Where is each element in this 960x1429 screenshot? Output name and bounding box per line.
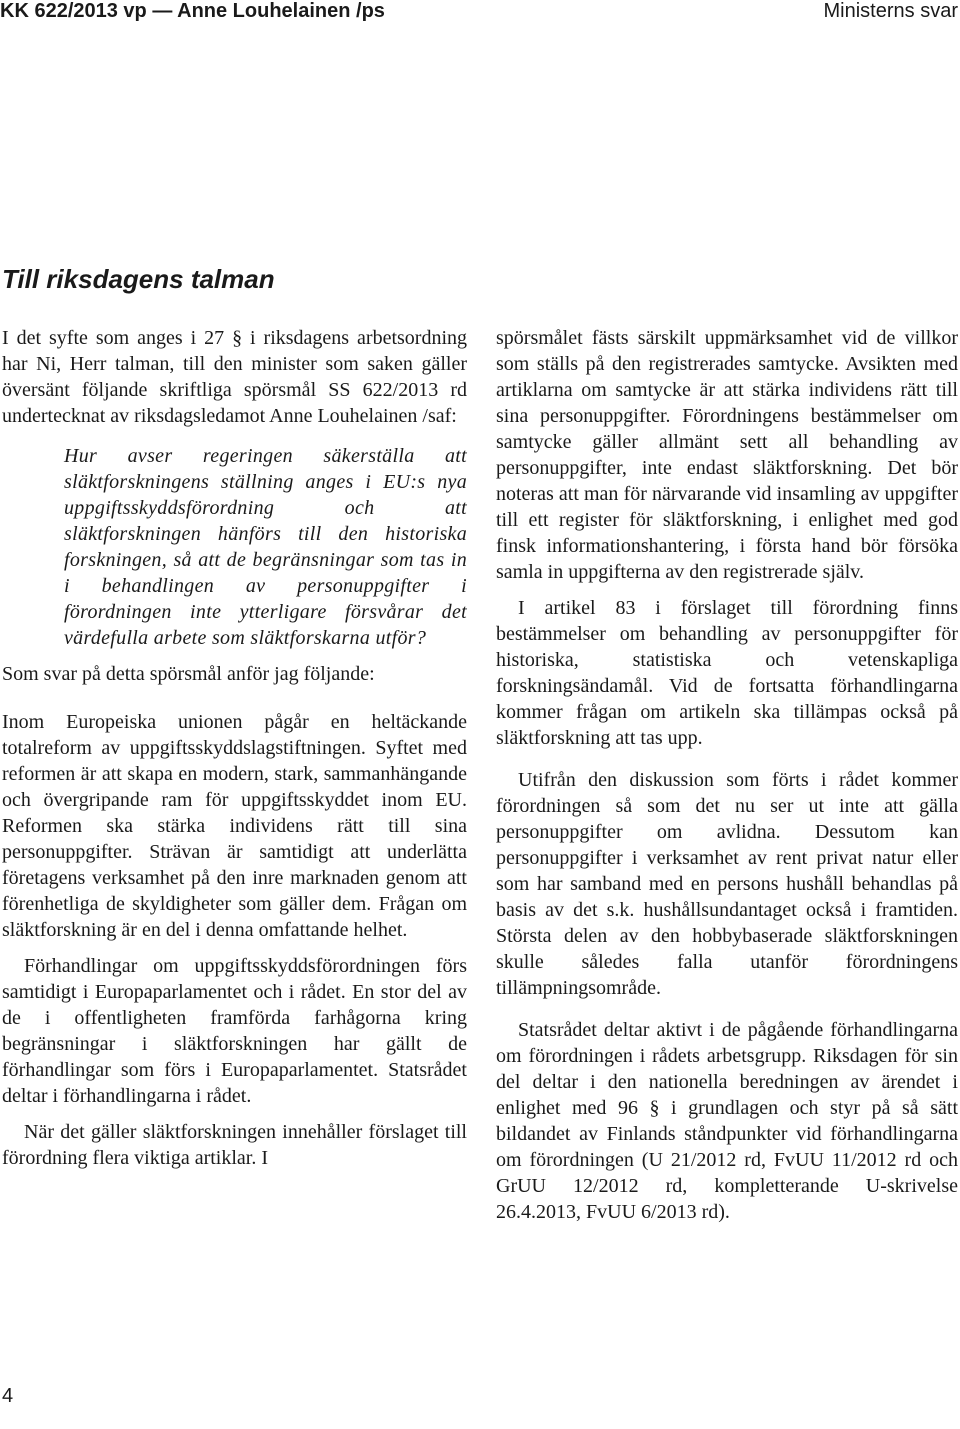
answer-paragraph-3: När det gäller släktforskningen innehåller förslaget till förordning flera viktiga artiklar. I [2, 1121, 467, 1169]
right-column [496, 325, 958, 1225]
answer-intro: Som svar på detta spörsmål anför jag följande: [2, 663, 375, 685]
answer-paragraph-7: Statsrådet deltar aktivt i de pågående förhandlingarna om förordningen i rådets arbetsgrupp. Riksdagen för sin del deltar i den nationella beredningen av ärendet i enlighet med 96 § i grundlagen och styr på så sätt bildandet av Finlands ståndpunkter vid förhandlingarna om förordningen (U 21/2012 rd, FvUU 11/2012 rd och GrUU 12/2012 rd, kompletterande U-skrivelse 26.4.2013, FvUU 6/2013 rd). [496, 1019, 958, 1223]
answer-paragraph-4: spörsmålet fästs särskilt uppmärksamhet vid de villkor som ställs på den registrerades samtycke. Avsikten med artiklarna om samtycke är att stärka individens rätt till sina personuppgifter. Förordningens bestämmelser om samtycke gäller allmänt sett all behandling av personuppgifter, inte endast släktforskning. Det bör noteras att man för närvarande vid insamling av uppgifter till ett register för släktforskning, i enlighet med god finsk informationshantering, i första hand bör försöka samla in uppgifterna av den registrerade själv. [496, 327, 958, 583]
answer-paragraph-5: I artikel 83 i förslaget till förordning finns bestämmelser om behandling av personuppgifter för historiska, statistiska och vetenskapliga forskningsändamål. Vid de fortsatta förhandlingarna kommer frågan om artikeln ska tillämpas också på släktforskning att tas upp. [496, 597, 958, 749]
left-column [2, 325, 467, 1171]
answer-paragraph-6: Utifrån den diskussion som förts i rådet kommer förordningen så som det nu ser ut inte att gälla personuppgifter om avlidna. Dessutom kan personuppgifter i verksamhet av rent privat natur eller som har samband med en persons hushåll behandlas på basis av det s.k. hushållsundantaget också i framtiden. Största delen av den hobbybaserade släktforskningen skulle således falla utanför förordningens tillämpningsområde. [496, 769, 958, 999]
answer-paragraph-2: Förhandlingar om uppgiftsskyddsförordningen förs samtidigt i Europaparlamentet och i rådet. En stor del av de i offentligheten framförda farhågorna kring begränsningar i släktforskningen har gällt de förhandlingar som förs i Europaparlamentet. Statsrådet deltar i förhandlingarna i rådet. [2, 955, 467, 1107]
page-title: Till riksdagens talman [2, 264, 275, 294]
header-section-label: Ministerns svar [823, 0, 958, 22]
question-paragraph: Hur avser regeringen säkerställa att släktforskningens ställning anges i EU:s nya uppgiftsskyddsförordning och att släktforskningen hänförs till den historiska forskningen, så att de begränsningar som tas in i behandlingen av personuppgifter i förordningen inte ytterligare försvårar det värdefulla arbete som släktforskarna utför? [64, 445, 467, 649]
header-document-reference: KK 622/2013 vp — Anne Louhelainen /ps [0, 0, 385, 22]
answer-paragraph-1: Inom Europeiska unionen pågår en heltäckande totalreform av uppgiftsskyddslagstiftningen. Syftet med reformen är att skapa en modern, stark, sammanhängande och övergripande ram för uppgiftsskyddet inom EU. Reformen ska stärka individens rätt till sina personuppgifter. Strävan är samtidigt att underlätta företagens verksamhet på den inre marknaden genom att förenhetliga de skyldigheter som gäller dem. Frågan om släktforskning är en del i denna omfattande helhet. [2, 711, 467, 941]
intro-paragraph: I det syfte som anges i 27 § i riksdagens arbetsordning har Ni, Herr talman, till den minister som saken gäller översänt följande skriftliga spörsmål SS 622/2013 rd undertecknat av riksdagsledamot Anne Louhelainen /saf: [2, 327, 467, 427]
page-number: 4 [2, 1385, 14, 1407]
